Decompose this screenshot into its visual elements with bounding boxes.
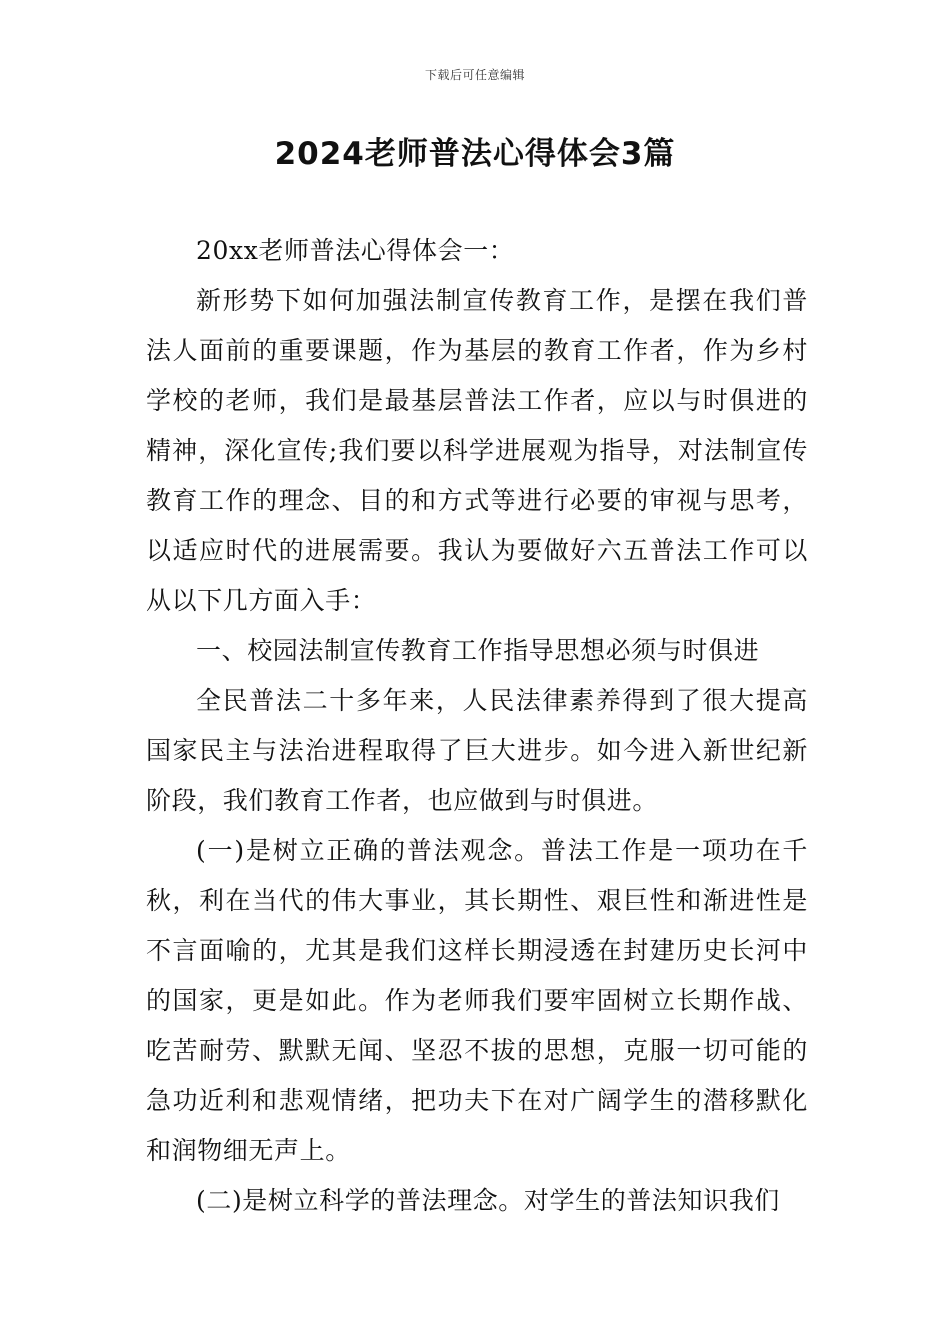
- paragraph-section-heading: 20xx老师普法心得体会一：: [196, 236, 515, 265]
- paragraph-intro: 新形势下如何加强法制宣传教育工作，是摆在我们普法人面前的重要课题，作为基层的教育工作者，作为乡村学校的老师，我们是最基层普法工作者，应以与时俱进的精神，深化宣传;我们要以科学进展观为指导，对法制宣传教育工作的理念、目的和方式等进行必要的审视与思考，以适应时代的进展需要。我认为要做好六五普法工作可以从以下几方面入手：: [146, 286, 808, 615]
- paragraph-point-2: (二)是树立科学的普法理念。对学生的普法知识我们: [196, 1186, 780, 1215]
- document-body: [146, 226, 808, 1226]
- paragraph-body-1: 全民普法二十多年来，人民法律素养得到了很大提高国家民主与法治进程取得了巨大进步。如今进入新世纪新阶段，我们教育工作者，也应做到与时俱进。: [146, 686, 808, 815]
- paragraph-subheading-1: 一、校园法制宣传教育工作指导思想必须与时俱进: [196, 636, 760, 665]
- document-title: 2024老师普法心得体会3篇: [274, 136, 676, 172]
- paragraph-point-1: (一)是树立正确的普法观念。普法工作是一项功在千秋，利在当代的伟大事业，其长期性、艰巨性和渐进性是不言面喻的，尤其是我们这样长期浸透在封建历史长河中的国家，更是如此。作为老师我们要牢固树立长期作战、吃苦耐劳、默默无闻、坚忍不拔的思想，克服一切可能的急功近利和悲观情绪，把功夫下在对广阔学生的潜移默化和润物细无声上。: [146, 836, 808, 1165]
- header-note: 下载后可任意编辑: [424, 68, 525, 82]
